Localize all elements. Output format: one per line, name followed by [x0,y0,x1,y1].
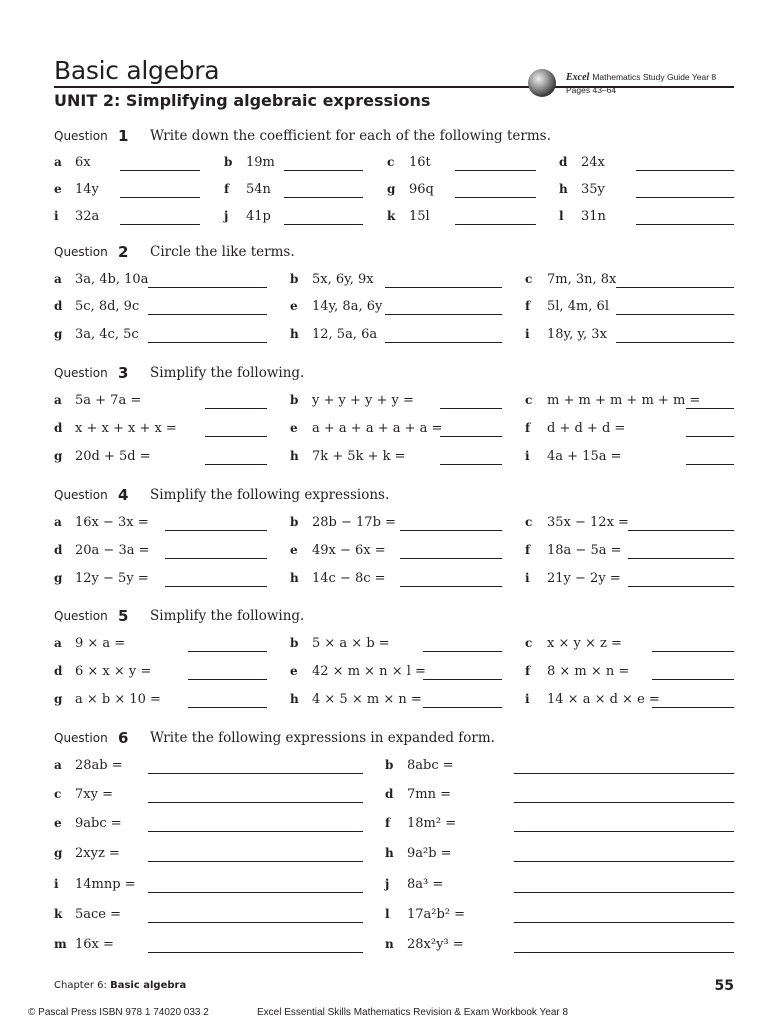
question-6-item-b [385,758,734,778]
question-6-item-c [54,787,363,807]
answer-line[interactable] [514,773,734,774]
question-5-item-b [290,636,502,656]
item-expression: 35x − 12x = [547,515,629,530]
item-letter: d [54,421,63,435]
item-letter: g [54,692,63,706]
item-letter: i [54,209,59,223]
answer-line[interactable] [423,679,502,680]
item-letter: e [290,543,298,557]
answer-line[interactable] [205,464,267,465]
item-expression: 6 × x × y = [75,664,152,679]
answer-line[interactable] [628,586,734,587]
item-expression: 15l [409,209,430,224]
item-letter: a [54,393,62,407]
answer-line[interactable] [165,558,267,559]
item-letter: f [525,299,531,313]
item-letter: k [387,209,396,223]
answer-line[interactable] [628,558,734,559]
study-guide-text: Mathematics Study Guide Year 8 [592,72,717,82]
item-expression: 96q [409,182,434,197]
question-2-item-a [54,272,267,292]
item-expression: 5l, 4m, 6l [547,299,609,314]
item-letter: f [525,664,531,678]
answer-line[interactable] [514,892,734,893]
question-4-item-b [290,515,502,535]
answer-line[interactable] [188,707,267,708]
question-4-item-c [525,515,734,535]
answer-line[interactable] [148,952,363,953]
item-expression: 4a + 15a = [547,449,622,464]
question-6-item-l [385,907,734,927]
item-expression: 9abc = [75,816,122,831]
item-letter: e [290,421,298,435]
excel-logo-icon [528,69,556,97]
answer-line[interactable] [636,170,734,171]
item-letter: i [525,692,530,706]
item-letter: e [290,299,298,313]
answer-line[interactable] [205,436,267,437]
answer-line[interactable] [514,831,734,832]
question-1-item-i [54,209,200,229]
answer-line[interactable] [440,464,502,465]
item-expression: 16x − 3x = [75,515,149,530]
item-letter: d [54,299,63,313]
item-expression: 32a [75,209,100,224]
answer-line[interactable] [628,530,734,531]
footer-chapter [54,980,186,991]
question-1-item-c [387,155,536,175]
chapter-prefix: Chapter 6: [54,980,107,991]
item-expression: 8a³ = [407,877,444,892]
question-6-item-j [385,877,734,897]
item-letter: b [290,393,299,407]
item-expression: d + d + d = [547,421,626,436]
question-instruction: Simplify the following. [150,365,305,381]
item-expression: 14y, 8a, 6y [312,299,383,314]
answer-line[interactable] [120,197,200,198]
question-1-item-a [54,155,200,175]
answer-line[interactable] [455,197,536,198]
question-number: 5 [118,607,129,625]
item-letter: b [290,272,299,286]
answer-line[interactable] [165,586,267,587]
study-guide-reference [566,72,716,83]
item-expression: m + m + m + m + m = [547,393,701,408]
question-6-item-e [54,816,363,836]
question-5-heading [54,608,734,628]
item-letter: m [54,937,67,951]
question-4-item-i [525,571,734,591]
item-expression: 14y [75,182,99,197]
item-expression: 28x²y³ = [407,937,464,952]
question-6-item-m [54,937,363,957]
item-expression: 9 × a = [75,636,126,651]
item-expression: 18m² = [407,816,457,831]
question-1-item-e [54,182,200,202]
answer-line[interactable] [636,197,734,198]
answer-line[interactable] [652,707,734,708]
item-letter: g [54,327,63,341]
item-expression: 42 × m × n × l = [312,664,426,679]
question-3-item-g [54,449,267,469]
item-expression: 9a²b = [407,846,452,861]
question-3-item-a [54,393,267,413]
item-letter: b [290,515,299,529]
item-letter: f [525,543,531,557]
item-expression: 18y, y, 3x [547,327,607,342]
answer-line[interactable] [284,197,363,198]
question-instruction: Write down the coefficient for each of the following terms. [150,128,551,144]
copyright-notice: © Pascal Press ISBN 978 1 74020 033 2 [28,1007,209,1018]
item-expression: 49x − 6x = [312,543,386,558]
answer-line[interactable] [120,170,200,171]
answer-line[interactable] [616,342,734,343]
answer-line[interactable] [514,952,734,953]
item-letter: h [290,692,299,706]
page-header [54,56,734,116]
question-3-item-d [54,421,267,441]
unit-title: UNIT 2: Simplifying algebraic expressions [54,91,431,110]
answer-line[interactable] [205,408,267,409]
answer-line[interactable] [514,861,734,862]
question-4-item-d [54,543,267,563]
item-expression: 54n [246,182,271,197]
item-letter: a [54,515,62,529]
question-number: 1 [118,127,129,145]
question-5-item-a [54,636,267,656]
question-6-item-h [385,846,734,866]
question-label: Question [54,609,108,623]
item-expression: 5ace = [75,907,122,922]
item-expression: 12y − 5y = [75,571,149,586]
question-6-item-d [385,787,734,807]
item-letter: d [54,664,63,678]
question-4-heading [54,487,734,507]
item-expression: 31n [581,209,606,224]
question-5-item-h [290,692,502,712]
question-1-heading [54,128,734,148]
item-expression: 8 × m × n = [547,664,630,679]
question-5-item-d [54,664,267,684]
item-letter: i [54,877,59,891]
item-letter: f [224,182,230,196]
question-5-item-e [290,664,502,684]
answer-line[interactable] [400,558,502,559]
question-instruction: Simplify the following expressions. [150,487,390,503]
question-4-item-e [290,543,502,563]
question-2-item-h [290,327,502,347]
answer-line[interactable] [400,586,502,587]
answer-line[interactable] [616,287,734,288]
question-1-item-d [559,155,734,175]
question-instruction: Simplify the following. [150,608,305,624]
answer-line[interactable] [284,170,363,171]
answer-line[interactable] [284,224,363,225]
item-letter: i [525,571,530,585]
item-letter: i [525,327,530,341]
item-letter: h [385,846,394,860]
question-instruction: Circle the like terms. [150,244,295,260]
answer-line[interactable] [636,224,734,225]
item-expression: 7k + 5k + k = [312,449,406,464]
item-expression: 28b − 17b = [312,515,396,530]
question-1-item-g [387,182,536,202]
item-expression: 19m [246,155,275,170]
item-expression: y + y + y + y = [312,393,414,408]
item-expression: 41p [246,209,271,224]
question-label: Question [54,488,108,502]
question-5-item-g [54,692,267,712]
item-expression: 28ab = [75,758,123,773]
question-4-item-f [525,543,734,563]
answer-line[interactable] [148,861,363,862]
question-label: Question [54,731,108,745]
item-expression: 14 × a × d × e = [547,692,660,707]
item-expression: 18a − 5a = [547,543,622,558]
excel-brand: Excel [566,72,590,83]
question-6-heading [54,730,734,750]
item-letter: i [525,449,530,463]
answer-line[interactable] [148,773,363,774]
question-1-item-h [559,182,734,202]
question-3-item-e [290,421,502,441]
item-expression: 7mn = [407,787,451,802]
answer-line[interactable] [423,651,502,652]
item-letter: h [290,571,299,585]
question-label: Question [54,129,108,143]
question-6-item-a [54,758,363,778]
question-6-item-n [385,937,734,957]
question-2-item-i [525,327,734,347]
question-2-item-e [290,299,502,319]
item-letter: c [525,515,533,529]
item-letter: d [559,155,568,169]
item-expression: 14c − 8c = [312,571,386,586]
item-letter: b [385,758,394,772]
item-expression: 20d + 5d = [75,449,151,464]
question-1-item-l [559,209,734,229]
item-letter: h [290,449,299,463]
item-letter: g [54,449,63,463]
item-letter: g [54,571,63,585]
question-1-item-b [224,155,363,175]
answer-line[interactable] [120,224,200,225]
item-expression: 35y [581,182,605,197]
item-expression: 7m, 3n, 8x [547,272,617,287]
study-guide-pages: Pages 43–64 [566,85,617,95]
answer-line[interactable] [148,802,363,803]
item-letter: h [559,182,568,196]
question-6-item-f [385,816,734,836]
question-label: Question [54,245,108,259]
page-title: Basic algebra [54,56,220,85]
question-4-item-g [54,571,267,591]
item-expression: 8abc = [407,758,454,773]
answer-line[interactable] [385,342,502,343]
item-expression: a × b × 10 = [75,692,161,707]
item-letter: g [54,846,63,860]
book-title: Excel Essential Skills Mathematics Revision & Exam Workbook Year 8 [257,1007,569,1018]
answer-line[interactable] [455,170,536,171]
item-letter: b [290,636,299,650]
page-number: 55 [714,978,734,994]
item-expression: 21y − 2y = [547,571,621,586]
question-1-item-j [224,209,363,229]
answer-line[interactable] [148,922,363,923]
item-letter: a [54,636,62,650]
item-expression: 16x = [75,937,114,952]
question-2-item-c [525,272,734,292]
item-letter: c [54,787,62,801]
item-expression: x × y × z = [547,636,622,651]
question-label: Question [54,366,108,380]
item-expression: 5 × a × b = [312,636,390,651]
item-expression: 7xy = [75,787,113,802]
item-letter: c [387,155,395,169]
item-letter: d [54,543,63,557]
header-divider [54,86,734,88]
item-letter: n [385,937,394,951]
question-2-item-d [54,299,267,319]
answer-line[interactable] [440,408,502,409]
question-3-item-b [290,393,502,413]
answer-line[interactable] [188,651,267,652]
item-expression: 12, 5a, 6a [312,327,378,342]
question-number: 6 [118,729,129,747]
question-1-item-f [224,182,363,202]
item-letter: e [290,664,298,678]
question-6-item-k [54,907,363,927]
answer-line[interactable] [148,314,267,315]
question-3-item-i [525,449,734,469]
item-letter: e [54,182,62,196]
item-expression: 5x, 6y, 9x [312,272,374,287]
answer-line[interactable] [148,831,363,832]
answer-line[interactable] [148,287,267,288]
item-expression: 3a, 4b, 10a [75,272,149,287]
question-6-item-i [54,877,363,897]
question-2-item-f [525,299,734,319]
item-expression: 2xyz = [75,846,120,861]
answer-line[interactable] [148,892,363,893]
question-1-item-k [387,209,536,229]
item-letter: b [224,155,233,169]
question-number: 4 [118,486,129,504]
item-letter: d [385,787,394,801]
item-letter: j [385,877,390,891]
question-3-item-c [525,393,734,413]
item-letter: a [54,272,62,286]
question-5-item-i [525,692,734,712]
question-3-item-h [290,449,502,469]
answer-line[interactable] [616,314,734,315]
answer-line[interactable] [440,436,502,437]
question-number: 3 [118,364,129,382]
item-letter: c [525,393,533,407]
answer-line[interactable] [385,314,502,315]
item-letter: e [54,816,62,830]
question-6-item-g [54,846,363,866]
item-expression: 5a + 7a = [75,393,142,408]
question-5-item-f [525,664,734,684]
item-expression: 17a²b² = [407,907,466,922]
answer-line[interactable] [686,464,734,465]
answer-line[interactable] [652,651,734,652]
item-letter: f [385,816,391,830]
question-number: 2 [118,243,129,261]
answer-line[interactable] [400,530,502,531]
question-4-item-a [54,515,267,535]
item-expression: a + a + a + a + a = [312,421,443,436]
answer-line[interactable] [455,224,536,225]
item-expression: 24x [581,155,605,170]
item-letter: l [385,907,390,921]
item-letter: a [54,155,62,169]
answer-line[interactable] [385,287,502,288]
answer-line[interactable] [514,922,734,923]
item-letter: g [387,182,396,196]
item-letter: l [559,209,564,223]
item-expression: 6x [75,155,91,170]
question-3-heading [54,365,734,385]
item-letter: a [54,758,62,772]
item-letter: c [525,636,533,650]
item-letter: f [525,421,531,435]
answer-line[interactable] [148,342,267,343]
item-expression: 4 × 5 × m × n = [312,692,422,707]
item-letter: h [290,327,299,341]
answer-line[interactable] [652,679,734,680]
answer-line[interactable] [514,802,734,803]
answer-line[interactable] [423,707,502,708]
item-expression: 3a, 4c, 5c [75,327,139,342]
item-letter: j [224,209,229,223]
item-expression: 14mnp = [75,877,136,892]
answer-line[interactable] [165,530,267,531]
answer-line[interactable] [686,436,734,437]
question-2-item-g [54,327,267,347]
question-2-item-b [290,272,502,292]
question-instruction: Write the following expressions in expanded form. [150,730,495,746]
item-letter: k [54,907,63,921]
item-expression: 16t [409,155,431,170]
chapter-name: Basic algebra [110,980,187,991]
item-letter: c [525,272,533,286]
answer-line[interactable] [686,408,734,409]
question-4-item-h [290,571,502,591]
answer-line[interactable] [188,679,267,680]
item-expression: 20a − 3a = [75,543,150,558]
item-expression: 5c, 8d, 9c [75,299,140,314]
question-3-item-f [525,421,734,441]
question-2-heading [54,244,734,264]
item-expression: x + x + x + x = [75,421,177,436]
question-5-item-c [525,636,734,656]
